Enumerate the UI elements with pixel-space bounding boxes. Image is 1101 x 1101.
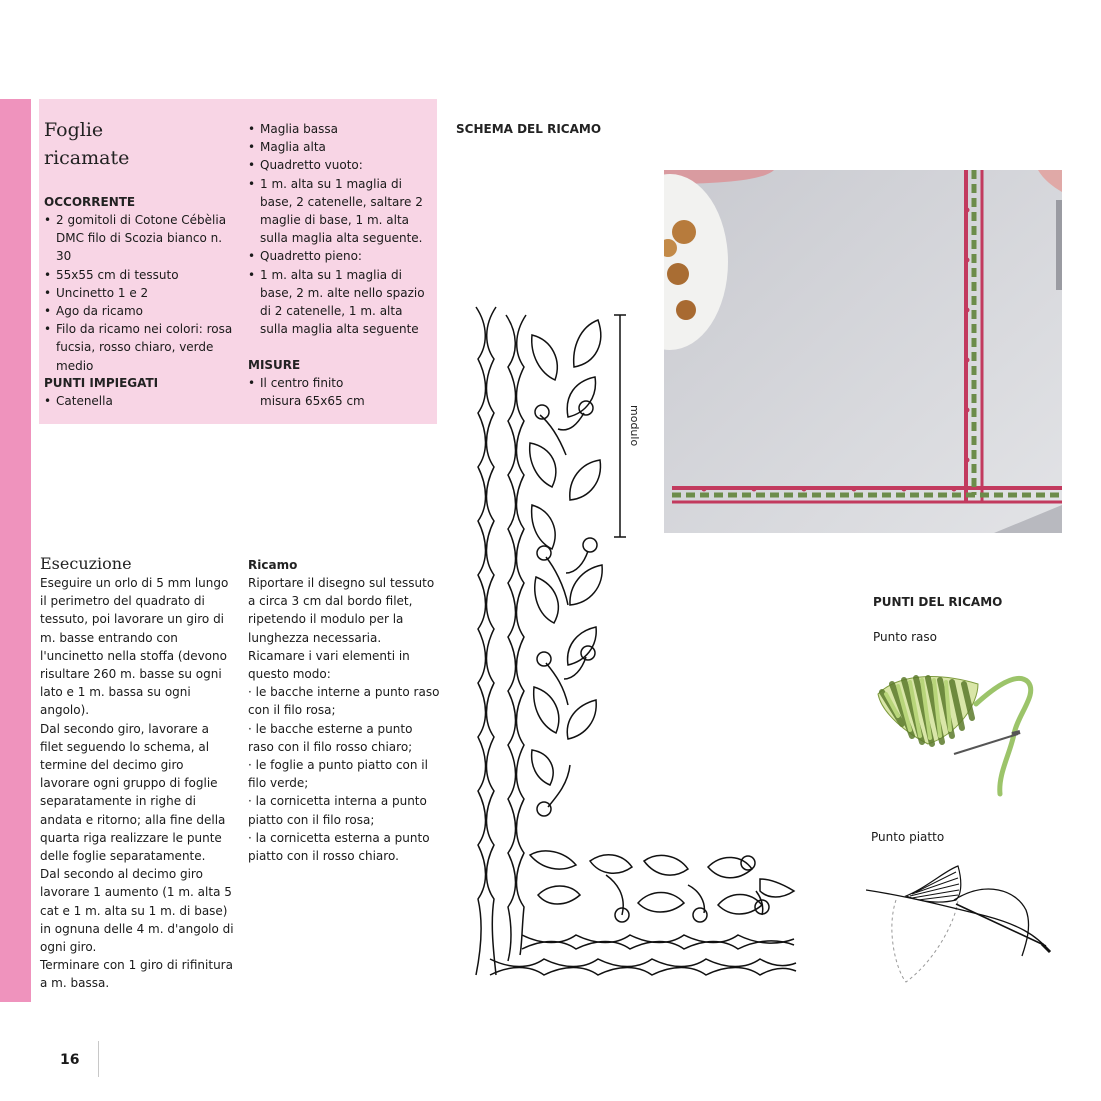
recipe-title: Foglie ricamate	[44, 119, 130, 169]
punto-raso-label: Punto raso	[873, 630, 937, 644]
list-item: • Uncinetto 1 e 2	[44, 284, 234, 302]
list-item: • 55x55 cm di tessuto	[44, 266, 234, 284]
punti-ricamo-title: PUNTI DEL RICAMO	[873, 595, 1003, 609]
tablecloth-photo-illustration	[664, 170, 1062, 533]
misure-heading: MISURE	[248, 358, 301, 372]
occorrente-heading: OCCORRENTE	[44, 195, 136, 209]
punti-list-col2	[248, 120, 433, 338]
misure-list	[248, 374, 388, 410]
list-item: • 1 m. alta su 1 maglia di base, 2 catenelle, saltare 2 maglie di base, 1 m. alta sulla maglia alta seguente.	[248, 175, 433, 248]
list-item: • Catenella	[44, 392, 234, 410]
sidebar-accent	[0, 99, 31, 1002]
punto-piatto-label: Punto piatto	[871, 830, 945, 844]
page-number-divider	[98, 1041, 99, 1077]
punto-raso-illustration	[868, 664, 1048, 804]
list-item: • Maglia bassa	[248, 120, 433, 138]
punti-heading: PUNTI IMPIEGATI	[44, 376, 159, 390]
list-item: • Maglia alta	[248, 138, 433, 156]
punto-piatto-illustration	[866, 860, 1056, 990]
modulo-label: modulo	[628, 405, 641, 447]
list-item: • 1 m. alta su 1 maglia di base, 2 m. alte nello spazio di 2 catenelle, 1 m. alta sulla maglia alta seguente	[248, 266, 433, 339]
esecuzione-text: Eseguire un orlo di 5 mm lungo il perimetro del quadrato di tessuto, poi lavorare un giro di m. basse entrando con l'uncinetto nella stoffa (devono risultare 260 m. basse su ogni lato e 1 m. bassa su ogni angolo). Dal secondo giro, lavorare a filet seguendo lo schema, al termine del decimo giro lavorare ogni gruppo di foglie separatamente in righe di andata e ritorno; alla fine della quarta riga realizzare le punte delle foglie separatamente. Dal secondo al decimo giro lavorare 1 aumento (1 m. alta 5 cat e 1 m. alta su 1 m. di base) in ognuna delle 4 m. d'angolo di ogni giro. Terminare con 1 giro di rifinitura a m. bassa.	[40, 576, 234, 991]
list-item: • 2 gomitoli di Cotone Cébèlia DMC filo di Scozia bianco n. 30	[44, 211, 234, 266]
schema-title: SCHEMA DEL RICAMO	[456, 122, 602, 136]
occorrente-list	[44, 211, 234, 375]
page-number: 16	[60, 1052, 80, 1068]
list-item: • Ago da ricamo	[44, 302, 234, 320]
ricamo-text: Riportare il disegno sul tessuto a circa 3 cm dal bordo filet, ripetendo il modulo per la lunghezza necessaria. Ricamare i vari elementi in questo modo: · le bacche interne a punto raso con il filo rosa; · le bacche esterne a punto raso con il filo rosso chiaro; · le foglie a punto piatto con il filo verde; · la cornicetta interna a punto piatto con il filo rosa; · la cornicetta esterna a punto piatto con il rosso chiaro.	[248, 576, 440, 864]
list-item: • Il centro finito misura 65x65 cm	[248, 374, 388, 410]
punti-list-col1	[44, 392, 234, 410]
list-item: • Quadretto pieno:	[248, 247, 433, 265]
ricamo-title: Ricamo	[248, 558, 298, 572]
list-item: • Quadretto vuoto:	[248, 156, 433, 174]
esecuzione-title: Esecuzione	[40, 554, 132, 573]
list-item: • Filo da ricamo nei colori: rosa fucsia, rosso chiaro, verde medio	[44, 320, 234, 375]
tablecloth-photo	[664, 170, 1062, 533]
